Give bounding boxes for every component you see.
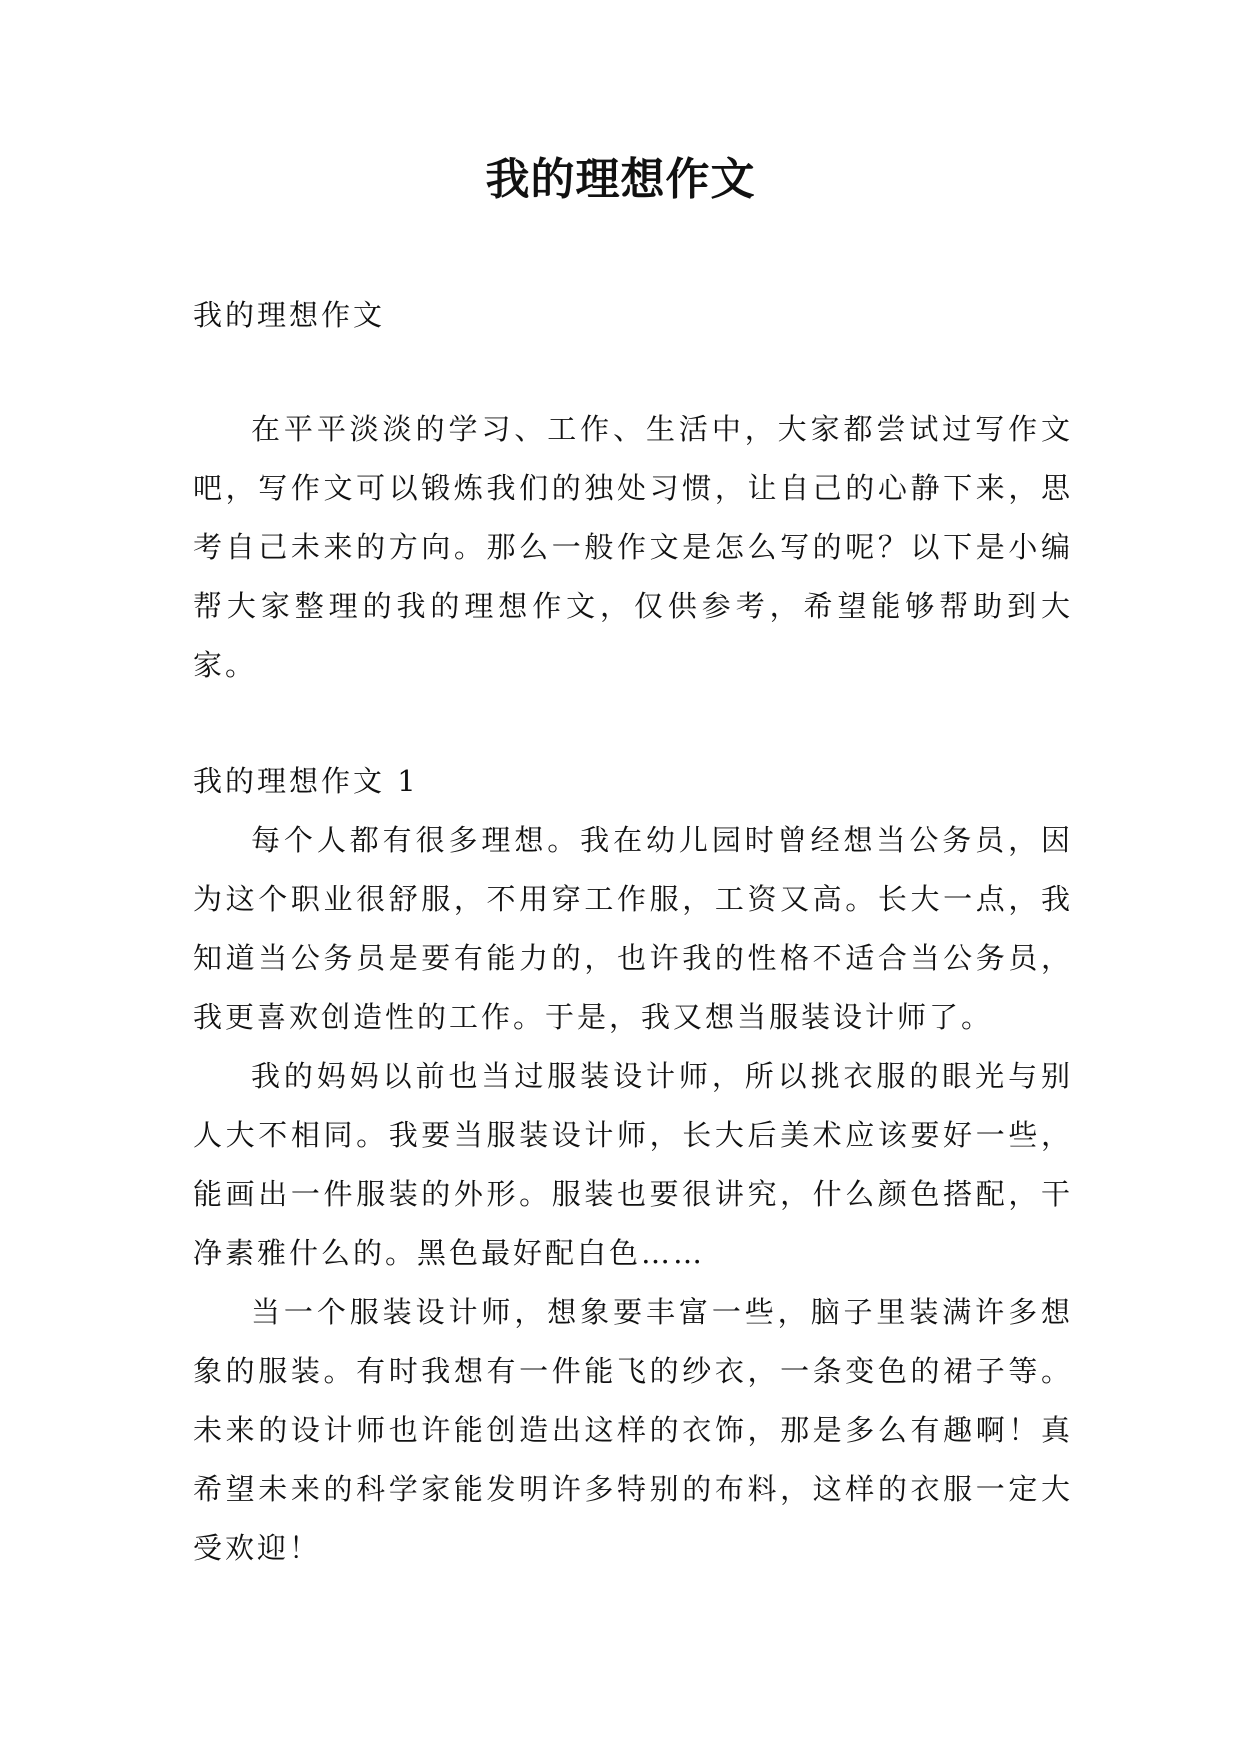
section-paragraph: 每个人都有很多理想。我在幼儿园时曾经想当公务员，因为这个职业很舒服，不用穿工作服，工资又高。长大一点，我知道当公务员是要有能力的，也许我的性格不适合当公务员，我更喜欢创造性的工作。于是，我又想当服装设计师了。 bbox=[193, 823, 1073, 1034]
document-subtitle bbox=[193, 286, 1073, 345]
section-paragraph: 我的妈妈以前也当过服装设计师，所以挑衣服的眼光与别人大不相同。我要当服装设计师，长大后美术应该要好一些，能画出一件服装的外形。服装也要很讲究，什么颜色搭配，干净素雅什么的。黑色最好配白色…… bbox=[193, 1059, 1073, 1270]
essay-section bbox=[193, 752, 1073, 1578]
section-paragraph: 当一个服装设计师，想象要丰富一些，脑子里装满许多想象的服装。有时我想有一件能飞的纱衣，一条变色的裙子等。未来的设计师也许能创造出这样的衣饰，那是多么有趣啊！真希望未来的科学家能发明许多特别的布料，这样的衣服一定大受欢迎！ bbox=[193, 1295, 1073, 1565]
section-heading: 我的理想作文 1 bbox=[193, 764, 419, 798]
intro-section bbox=[193, 400, 1073, 695]
subtitle-text: 我的理想作文 bbox=[193, 298, 386, 332]
document-title: 我的理想作文 bbox=[485, 154, 756, 205]
intro-paragraph: 在平平淡淡的学习、工作、生活中，大家都尝试过写作文吧，写作文可以锻炼我们的独处习惯，让自己的心静下来，思考自己未来的方向。那么一般作文是怎么写的呢？以下是小编帮大家整理的我的理想作文，仅供参考，希望能够帮助到大家。 bbox=[193, 412, 1073, 682]
